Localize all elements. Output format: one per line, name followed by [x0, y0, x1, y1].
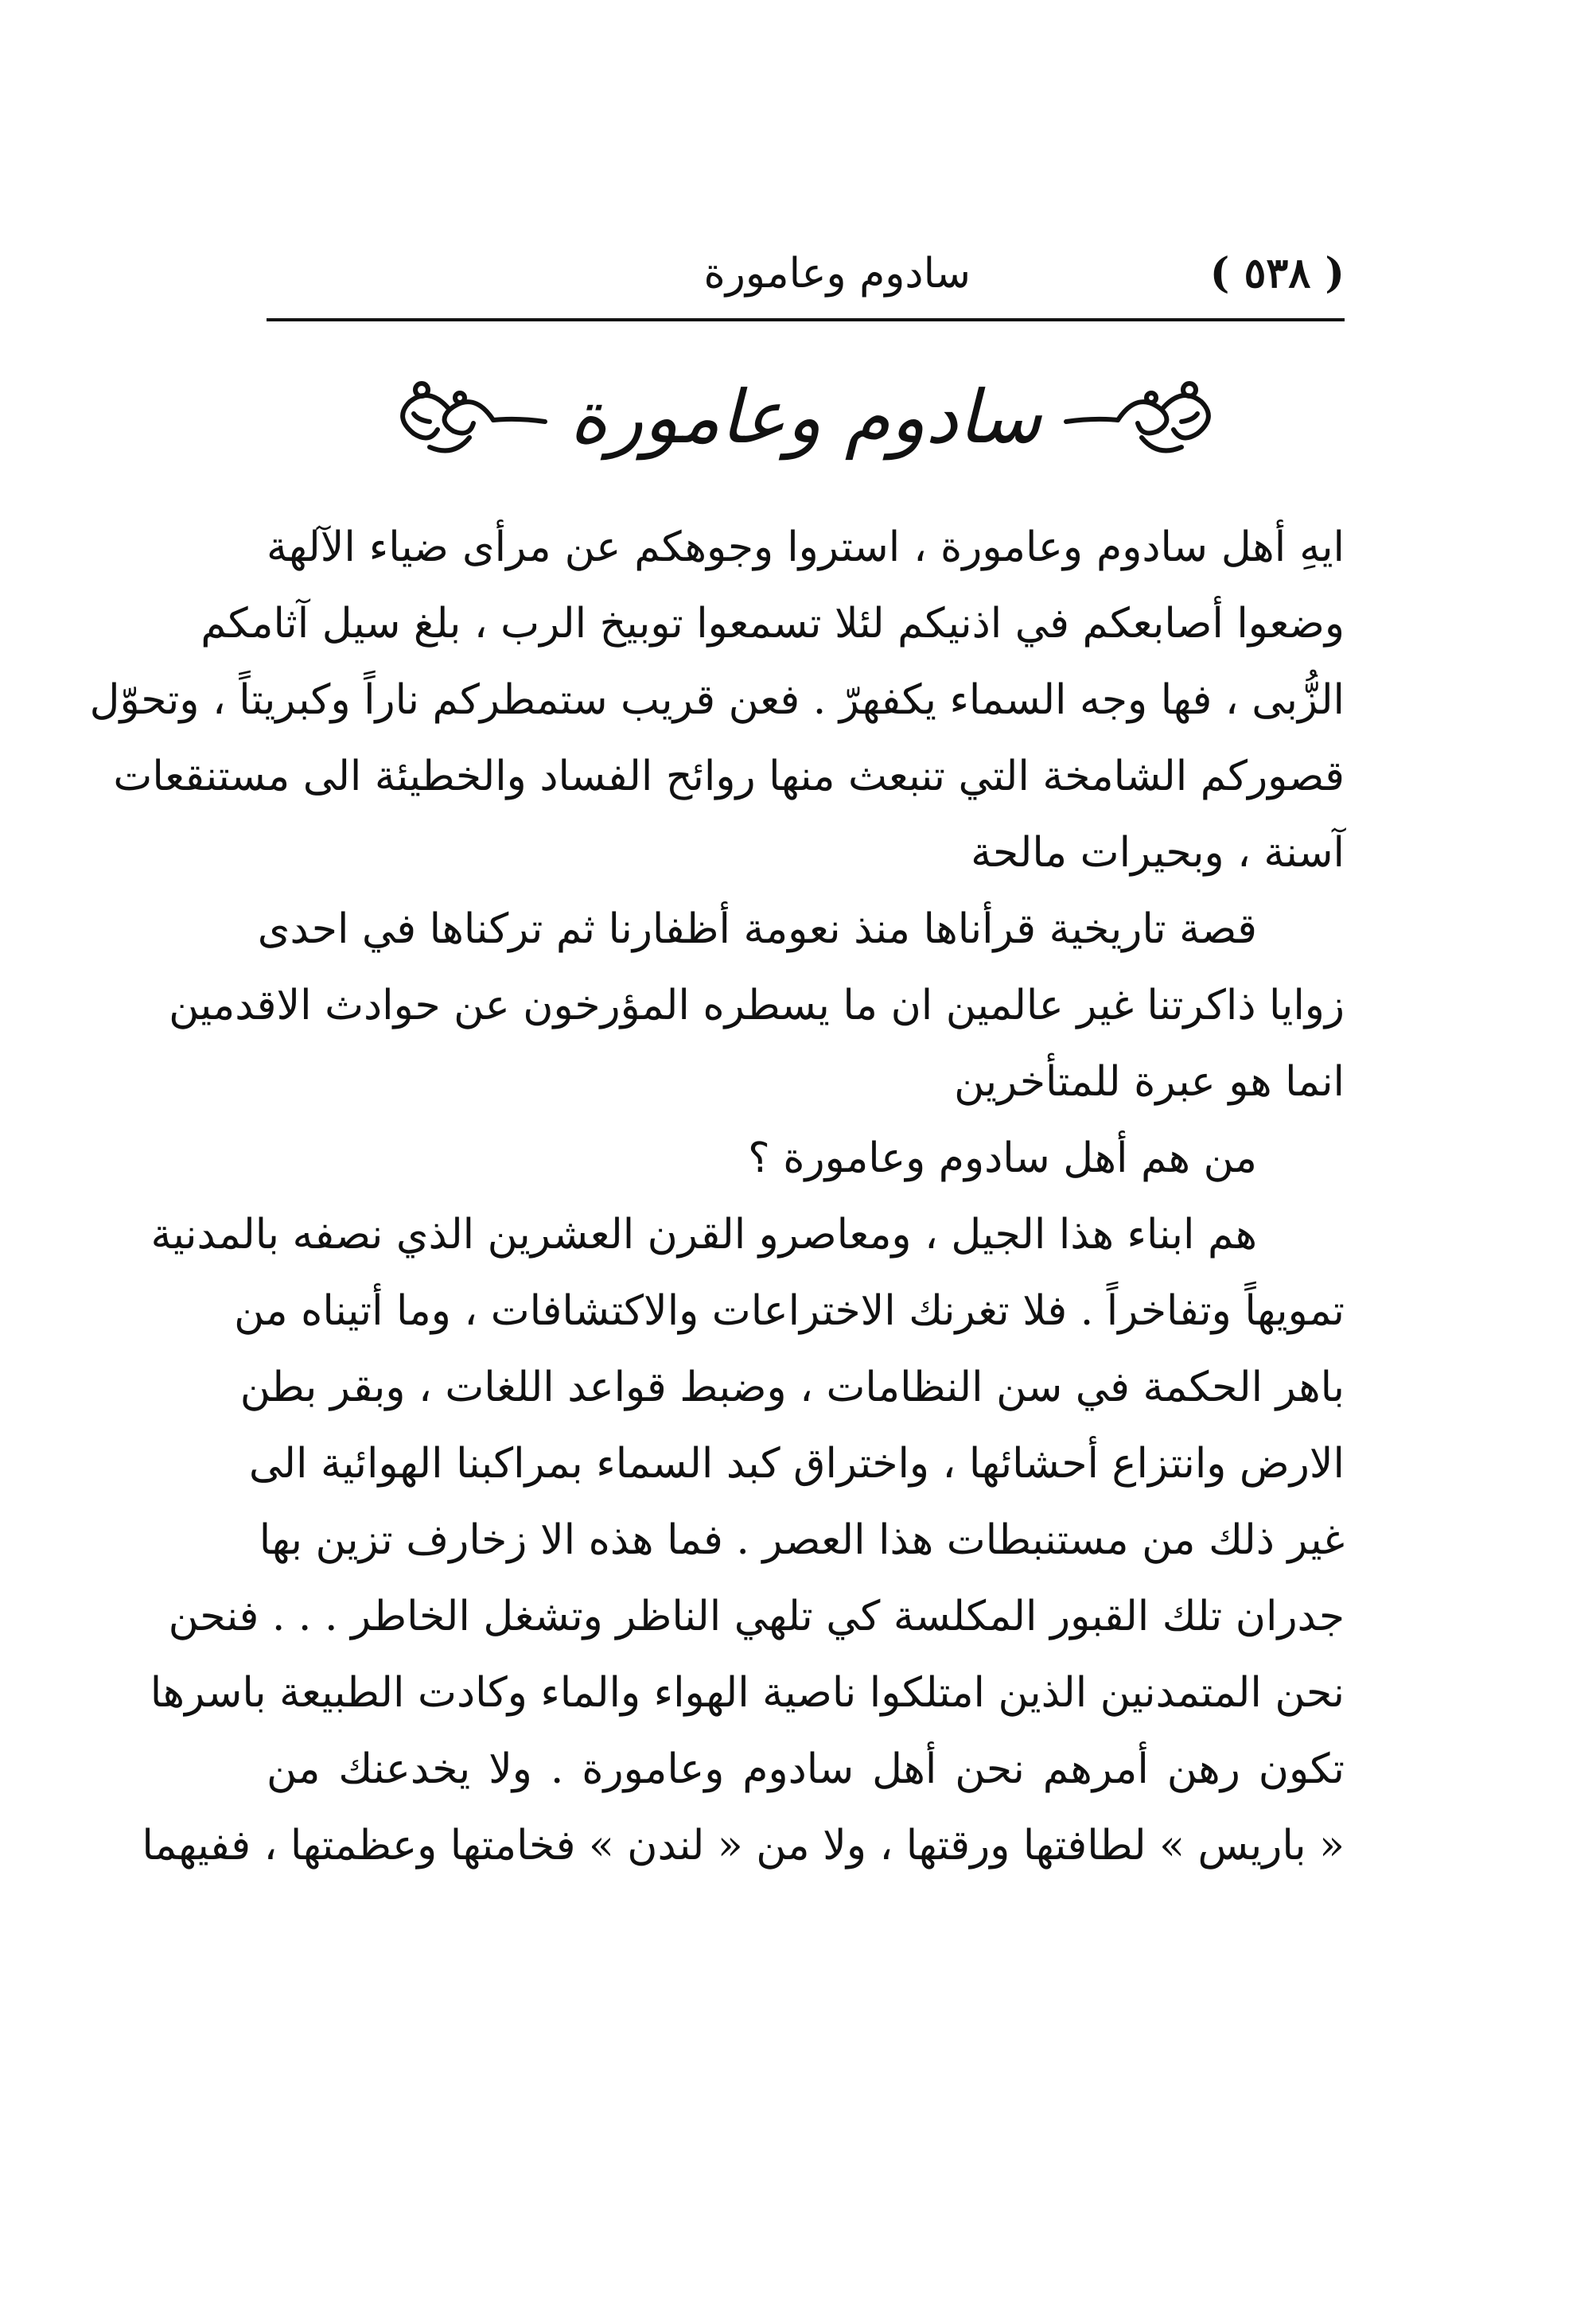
text-line: نحن المتمدنين الذين امتلكوا ناصية الهواء والماء وكادت الطبيعة باسرها	[150, 1669, 1345, 1717]
text-line: جدران تلك القبور المكلسة كي تلهي الناظر وتشغل الخاطر . . . فنحن	[168, 1593, 1345, 1640]
text-line: الزُّبى ، فها وجه السماء يكفهرّ . فعن قريب ستمطركم ناراً وكبريتاً ، وتحوّل	[89, 676, 1345, 724]
text-line: انما هو عبرة للمتأخرين	[954, 1058, 1345, 1106]
chapter-title: سادوم وعامورة	[569, 375, 1042, 460]
text-line: باهر الحكمة في سن النظامات ، وضبط قواعد اللغات ، وبقر بطن	[239, 1364, 1345, 1411]
body-text	[89, 509, 1345, 1884]
text-line: وضعوا أصابعكم في اذنيكم لئلا تسمعوا توبيخ الرب ، بلغ سيل آثامكم	[200, 600, 1345, 648]
text-line: زوايا ذاكرتنا غير عالمين ان ما يسطره المؤرخون عن حوادث الاقدمين	[169, 982, 1345, 1029]
text-line: « باريس » لطافتها ورقتها ، ولا من « لندن » فخامتها وعظمتها ، ففيهما	[142, 1822, 1345, 1870]
chapter-title-block	[267, 358, 1345, 477]
text-line: من هم أهل سادوم وعامورة ؟	[748, 1134, 1257, 1182]
text-line: تكون رهن أمرهم نحن أهل سادوم وعامورة . ولا يخدعنك من	[267, 1745, 1345, 1793]
text-line: قصة تاريخية قرأناها منذ نعومة أظفارنا ثم تركناها في احدى	[257, 905, 1257, 953]
running-title: سادوم وعامورة	[703, 250, 971, 298]
text-line: تمويهاً وتفاخراً . فلا تغرنك الاختراعات والاكتشافات ، وما أتيناه من	[234, 1287, 1345, 1335]
text-line: غير ذلك من مستنبطات هذا العصر . فما هذه الا زخارف تزين بها	[259, 1516, 1345, 1564]
text-line: قصوركم الشامخة التي تنبعث منها روائح الفساد والخطيئة الى مستنقعات	[113, 753, 1345, 800]
floral-ornament-icon	[390, 374, 549, 461]
floral-ornament-icon	[1062, 374, 1221, 461]
header-rule	[267, 318, 1345, 321]
page-header	[267, 235, 1345, 312]
text-line: ايهِ أهل سادوم وعامورة ، استروا وجوهكم عن مرأى ضياء الآلهة	[267, 523, 1345, 571]
text-line: الارض وانتزاع أحشائها ، واختراق كبد السماء بمراكبنا الهوائية الى	[248, 1440, 1345, 1488]
page-number: ( ٥٣٨ )	[1209, 249, 1345, 298]
text-line: هم ابناء هذا الجيل ، ومعاصرو القرن العشرين الذي نصفه بالمدنية	[150, 1211, 1257, 1259]
text-line: آسنة ، وبحيرات مالحة	[971, 829, 1345, 877]
